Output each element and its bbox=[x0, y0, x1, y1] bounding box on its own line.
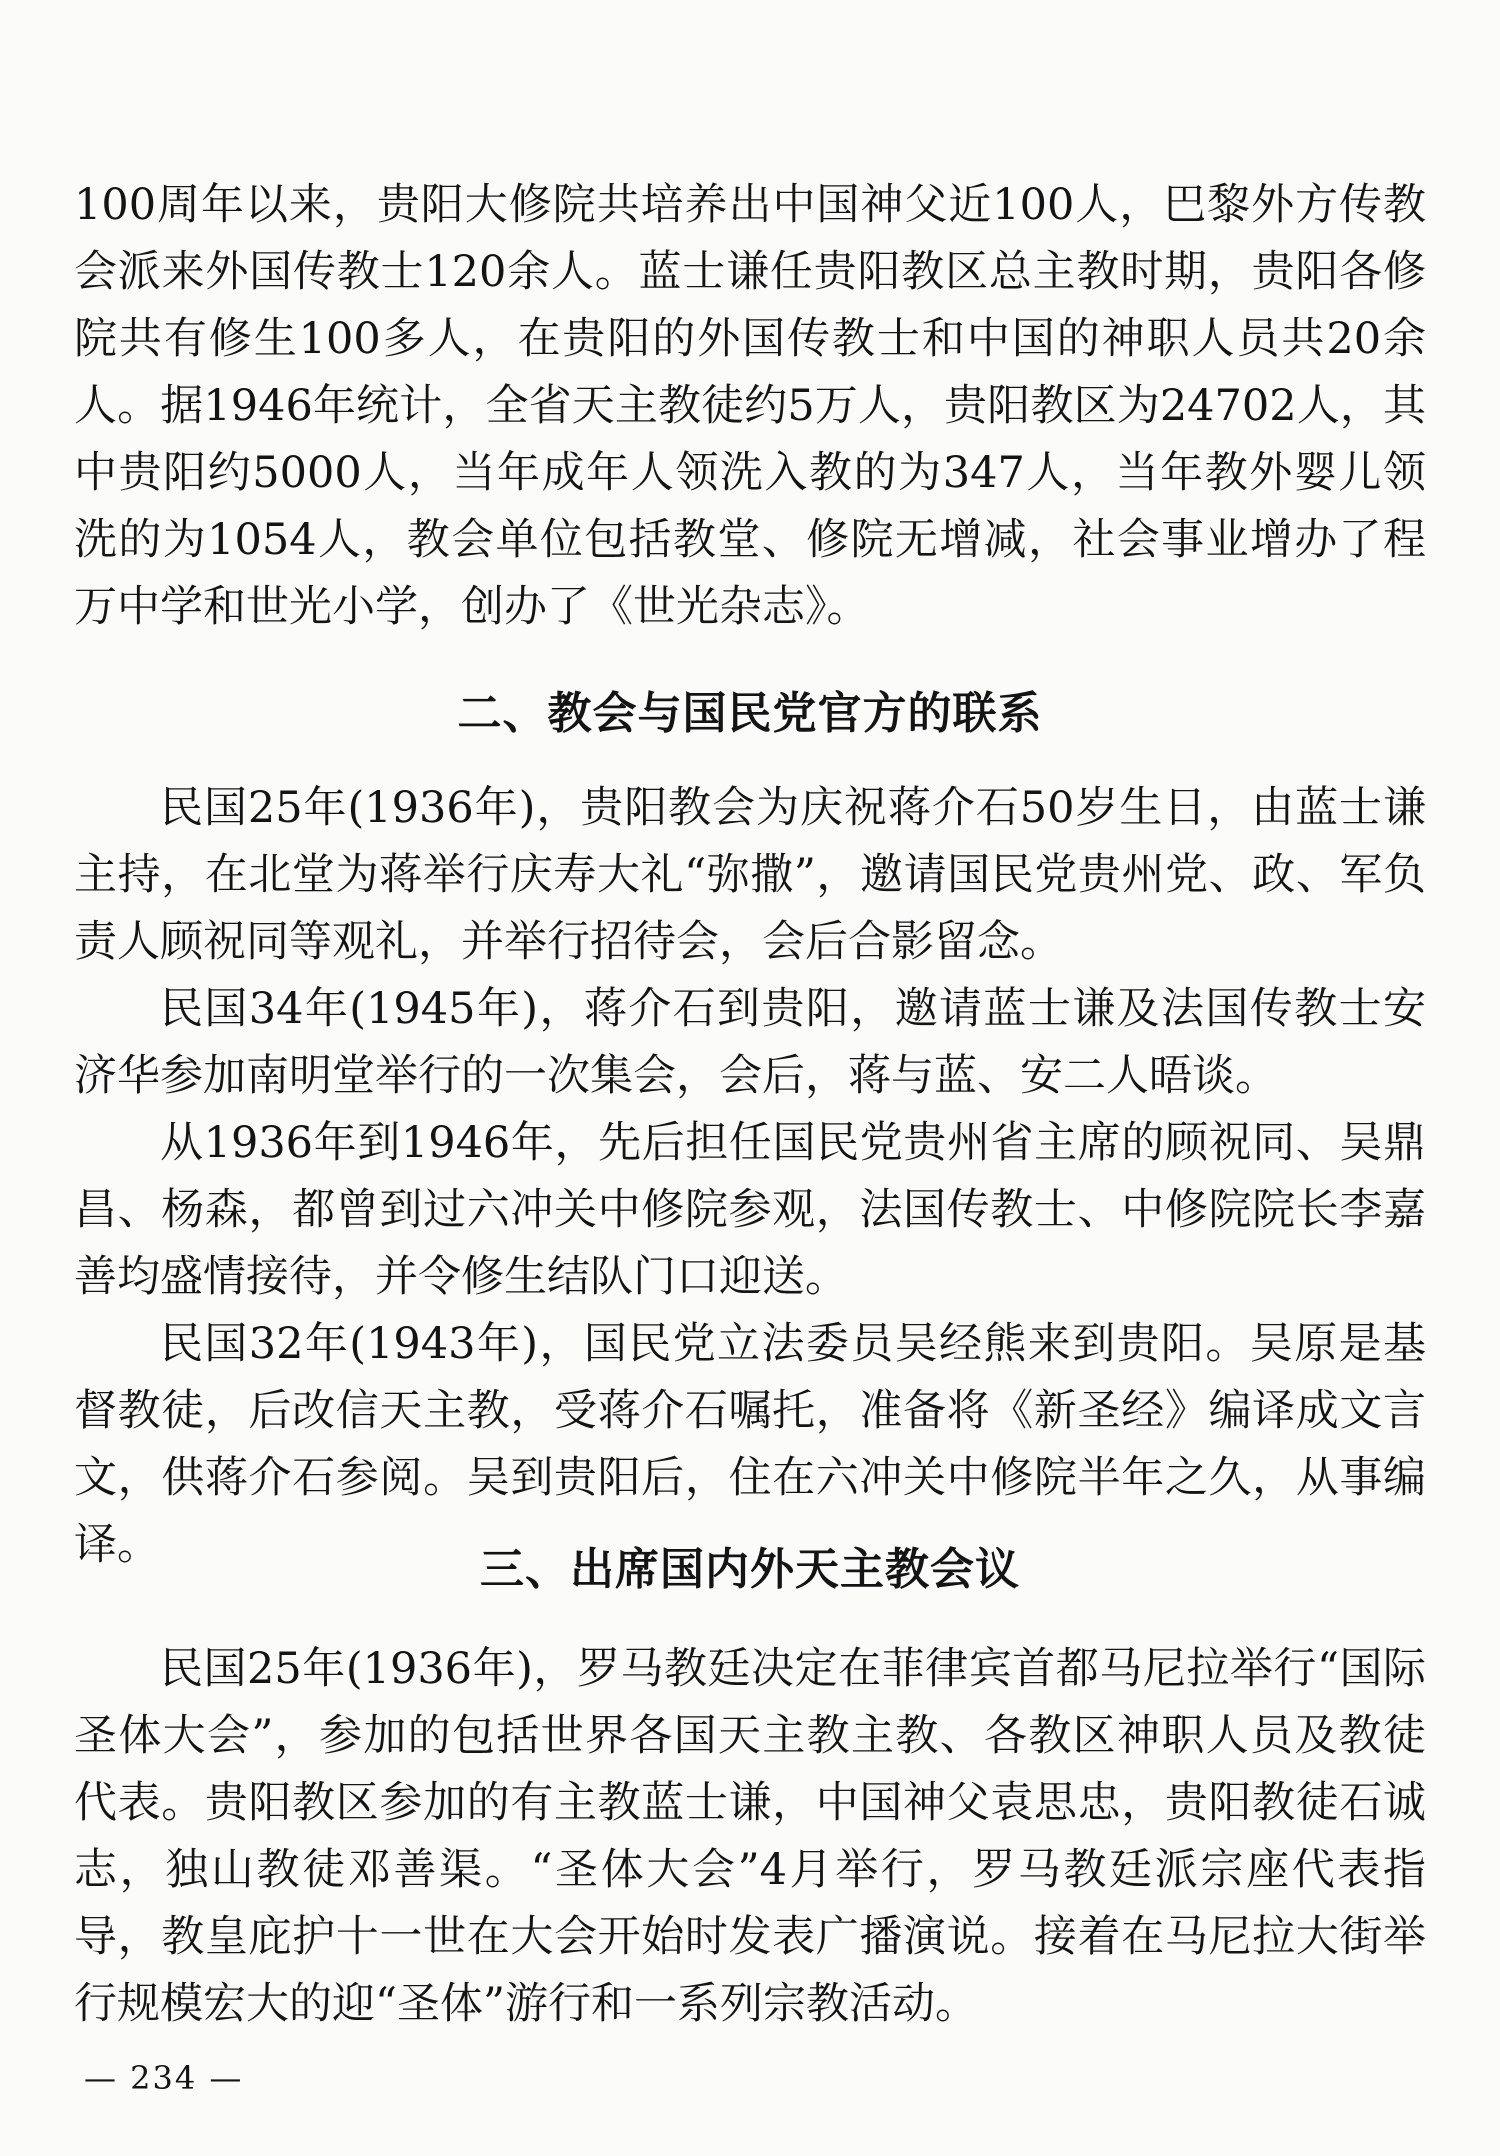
intro-text-block bbox=[74, 172, 1426, 641]
section-3-heading: 三、出席国内外天主教会议 bbox=[480, 1544, 1020, 1595]
section-2-paragraph-2: 民国34年(1945年)，蒋介石到贵阳，邀请蓝士谦及法国传教士安济华参加南明堂举行的一次集会，会后，蒋与蓝、安二人晤谈。 bbox=[74, 984, 1426, 1101]
section-2-paragraph-3: 从1936年到1946年，先后担任国民党贵州省主席的顾祝同、吴鼎昌、杨森，都曾到过六冲关中修院参观，法国传教士、中修院院长李嘉善均盛情接待，并令修生结队门口迎送。 bbox=[74, 1118, 1426, 1302]
page-number: — 234 — bbox=[84, 2059, 244, 2097]
section-2-paragraph-1: 民国25年(1936年)，贵阳教会为庆祝蒋介石50岁生日，由蓝士谦主持，在北堂为蒋举行庆寿大礼“弥撒”，邀请国民党贵州党、政、军负责人顾祝同等观礼，并举行招待会，会后合影留念。 bbox=[74, 783, 1426, 967]
section-2-body bbox=[74, 775, 1426, 1579]
section-2-heading: 二、教会与国民党官方的联系 bbox=[457, 688, 1043, 739]
section-3-body bbox=[74, 1636, 1426, 2038]
section-2-paragraph-4: 民国32年(1943年)，国民党立法委员吴经熊来到贵阳。吴原是基督教徒，后改信天主教，受蒋介石嘱托，准备将《新圣经》编译成文言文，供蒋介石参阅。吴到贵阳后，住在六冲关中修院半年之久，从事编译。 bbox=[74, 1319, 1426, 1570]
intro-paragraph: 100周年以来，贵阳大修院共培养出中国神父近100人，巴黎外方传教会派来外国传教士120余人。蓝士谦任贵阳教区总主教时期，贵阳各修院共有修生100多人，在贵阳的外国传教士和中国的神职人员共20余人。据1946年统计，全省天主教徒约5万人，贵阳教区为24702人，其中贵阳约5000人，当年成年人领洗入教的为347人，当年教外婴儿领洗的为1054人，教会单位包括教堂、修院无增减，社会事业增办了程万中学和世光小学，创办了《世光杂志》。 bbox=[74, 180, 1426, 632]
section-3-paragraph-1: 民国25年(1936年)，罗马教廷决定在菲律宾首都马尼拉举行“国际圣体大会”，参加的包括世界各国天主教主教、各教区神职人员及教徒代表。贵阳教区参加的有主教蓝士谦，中国神父袁思忠，贵阳教徒石诚志，独山教徒邓善渠。“圣体大会”4月举行，罗马教廷派宗座代表指导，教皇庇护十一世在大会开始时发表广播演说。接着在马尼拉大街举行规模宏大的迎“圣体”游行和一系列宗教活动。 bbox=[74, 1644, 1426, 2029]
